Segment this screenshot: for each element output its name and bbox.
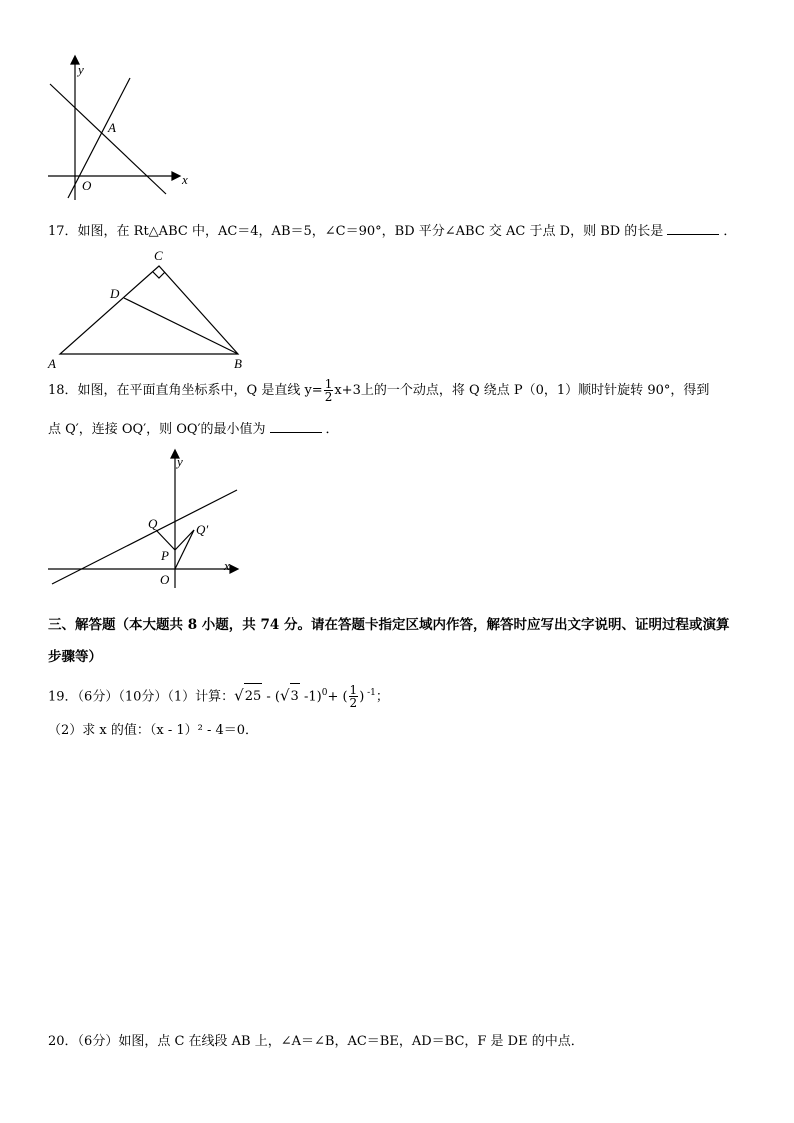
q20-stem: 20．（6分）如图，点 C 在线段 AB 上，∠A＝∠B，AC＝BE，AD＝BC，F 是 DE 的中点．: [48, 1034, 584, 1049]
q18-frac-den: 2: [324, 390, 333, 404]
q19-exponent-0: 0: [321, 688, 328, 698]
fig17-label-B: B: [234, 356, 242, 370]
fig18-segment-pq: [156, 530, 175, 550]
fig17-label-C: C: [154, 248, 163, 263]
q18-end: ．: [325, 422, 339, 437]
q18-fraction: [324, 378, 334, 403]
sqrt-symbol: √: [279, 686, 290, 705]
q19-semicolon: ；: [375, 689, 389, 705]
fig17-label-D: D: [110, 286, 120, 301]
q19-frac-num: 1: [349, 683, 358, 698]
fig17-segment-bd: [124, 298, 238, 354]
q19-prefix: 19．（6分）（10分）（1）计算：: [48, 689, 235, 705]
q18-frac-num: 1: [324, 377, 333, 391]
fig16-label-y: y: [78, 62, 84, 77]
fig16-line-increasing: [68, 78, 130, 198]
q19-fraction: [349, 684, 359, 709]
q18-answer-blank: [270, 420, 322, 433]
q18-line1: [48, 378, 709, 404]
q19-part1: [48, 680, 389, 710]
q19-frac-den: 2: [349, 696, 358, 711]
fig16-label-A: A: [108, 120, 116, 135]
fig16-label-O: O: [82, 178, 92, 193]
q19-minus-paren: - (: [262, 689, 280, 705]
q19-plus-paren: + (: [327, 689, 348, 705]
q17-text: [48, 222, 736, 241]
section3-heading: [48, 609, 748, 673]
q20-text: [48, 1033, 584, 1051]
fig18-coordinate-graph: [44, 448, 244, 590]
fig17-right-angle-mark: [153, 272, 165, 278]
fig18-label-P: P: [161, 548, 169, 563]
section3-heading-line2: 步骤等）: [48, 649, 102, 665]
q19-exponent-neg1: -1: [364, 688, 376, 698]
fig18-x-arrow: [230, 565, 238, 573]
fig18-label-Q-prime: Q′: [196, 522, 209, 537]
q19-sqrt-25: 25: [244, 683, 263, 710]
q19-part2: [48, 722, 258, 740]
q19-part2-text: （2）求 x 的值：（x - 1）² - 4＝0．: [48, 723, 259, 738]
fig17-triangle: [44, 246, 254, 370]
fig18-label-O: O: [160, 572, 170, 587]
fig18-segment-oq2: [175, 530, 194, 569]
q18-line2: [48, 420, 339, 439]
q19-sqrt-3: 3: [290, 683, 300, 710]
fig16-x-arrow: [172, 172, 180, 180]
fig18-line: [52, 490, 237, 584]
fig18-segment-pq2: [175, 530, 194, 550]
fig16-coordinate-graph: [44, 52, 204, 202]
q17-answer-blank: [667, 222, 719, 235]
q18-line2-text: 点 Q′，连接 OQ′，则 OQ′的最小值为: [48, 422, 266, 437]
q18-line1-post: x+3上的一个动点，将 Q 绕点 P（0，1）顺时针旋转 90°，得到: [334, 383, 710, 398]
section3-heading-line1: 三、解答题（本大题共 8 小题，共 74 分。请在答题卡指定区域内作答，解答时应写出文字说明、证明过程或演算: [48, 617, 730, 633]
fig18-label-y: y: [177, 454, 183, 469]
sqrt-symbol: √: [234, 686, 244, 705]
fig18-label-x: x: [224, 558, 230, 573]
fig16-line-decreasing: [50, 84, 166, 194]
q17-stem: 17．如图，在 Rt△ABC 中，AC＝4，AB＝5，∠C＝90°，BD 平分∠ABC 交 AC 于点 D，则 BD 的长是: [48, 224, 664, 239]
q19-close-paren: ): [359, 689, 365, 705]
q18-line1-pre: 18．如图，在平面直角坐标系中，Q 是直线 y=: [48, 383, 323, 398]
fig18-label-Q: Q: [148, 516, 158, 531]
fig16-label-x: x: [182, 172, 188, 187]
q17-end: ．: [723, 224, 737, 239]
fig17-label-A: A: [48, 356, 56, 370]
q19-paren-tail: -1): [299, 689, 322, 705]
